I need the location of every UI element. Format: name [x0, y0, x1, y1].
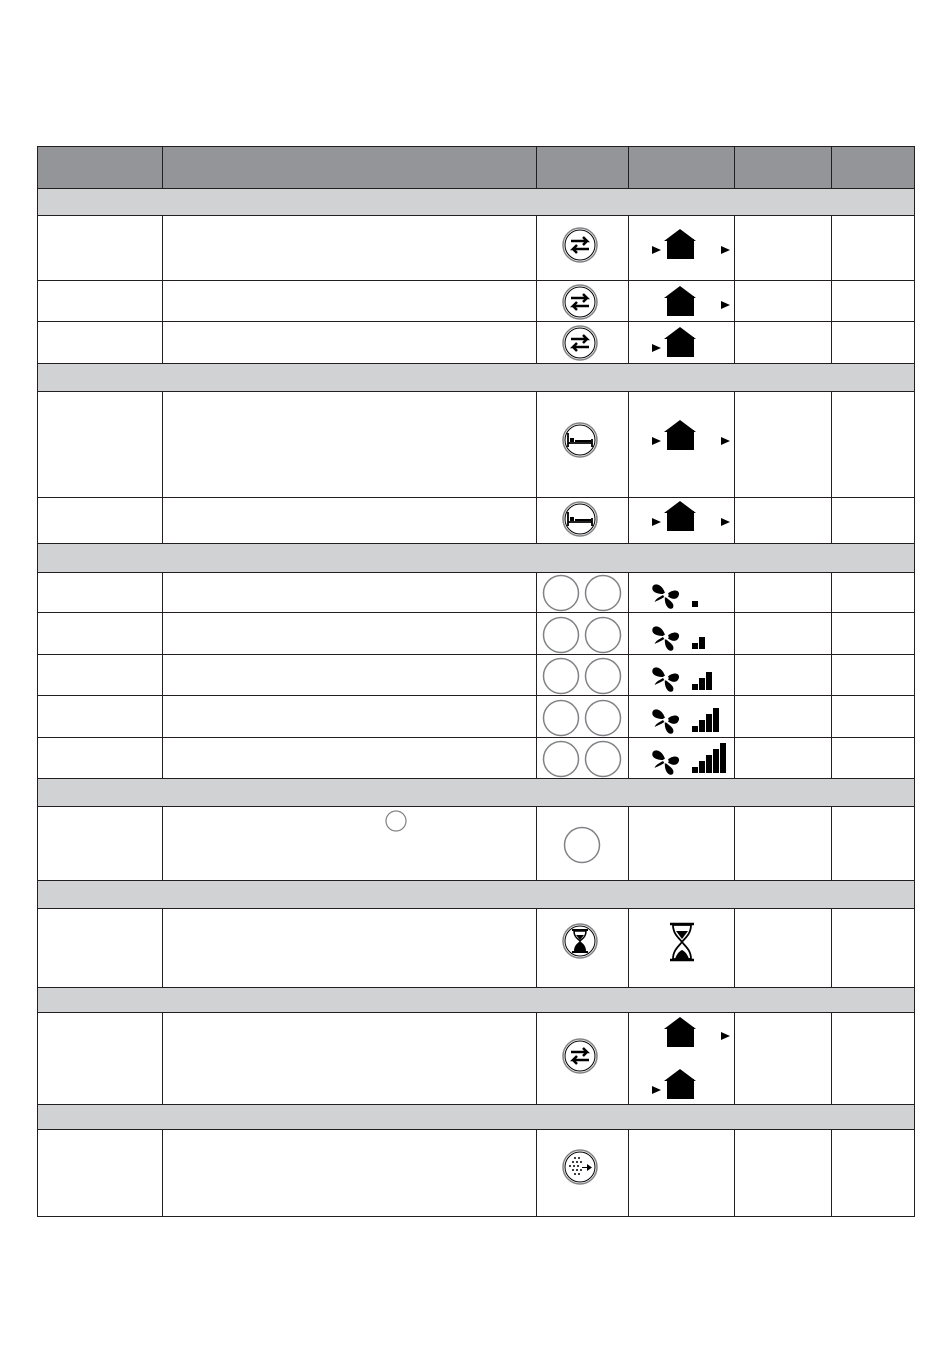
- grid-line-col5-seg1: [831, 215, 832, 363]
- grid-line-col3-seg7: [628, 1129, 629, 1216]
- section-band-timer: [37, 880, 914, 908]
- grid-line-h21: [37, 1129, 915, 1130]
- blank-button-icon: [563, 826, 601, 864]
- grid-line-col1-seg7: [162, 1129, 163, 1216]
- section-band-night-mode: [37, 363, 914, 391]
- arrow-house-arrow-icon: [632, 500, 730, 532]
- two-way-arrows-icon: [561, 226, 599, 264]
- house-arrow-out-icon: [664, 1016, 730, 1048]
- grid-line-col2-seg5: [536, 908, 537, 987]
- fan-speed-5-icon: [650, 743, 730, 775]
- grid-line-col3-seg6: [628, 1012, 629, 1104]
- grid-line-col3: [628, 146, 629, 188]
- grid-line-col2-seg7: [536, 1129, 537, 1216]
- grid-line-col5-seg2: [831, 391, 832, 543]
- grid-line-col5: [831, 146, 832, 188]
- grid-line-col4-seg1: [734, 215, 735, 363]
- grid-line-h4: [37, 321, 915, 322]
- hourglass-icon: [561, 922, 599, 960]
- arrow-house-arrow-icon: [632, 419, 730, 451]
- grid-line-col1-seg5: [162, 908, 163, 987]
- grid-line-col4-seg6: [734, 1012, 735, 1104]
- section-band-fan-speed: [37, 543, 914, 572]
- fan-speed-1-icon: [650, 577, 730, 609]
- grid-line-h20: [37, 1104, 915, 1105]
- grid-line-h12: [37, 695, 915, 696]
- section-band-power: [37, 778, 914, 806]
- fan-speed-3-icon: [650, 660, 730, 692]
- arrow-in-house-icon: [632, 326, 698, 358]
- grid-line-col2: [536, 146, 537, 188]
- grid-line-col1-seg3: [162, 572, 163, 778]
- grid-line-col1-seg2: [162, 391, 163, 543]
- grid-line-h5: [37, 363, 915, 364]
- grid-line-h18: [37, 987, 915, 988]
- grid-line-col3-seg5: [628, 908, 629, 987]
- grid-line-col3-seg4: [628, 806, 629, 880]
- blank-button-icon: [584, 699, 622, 737]
- grid-line-col4-seg5: [734, 908, 735, 987]
- grid-line-h8: [37, 543, 915, 544]
- blank-button-icon: [542, 699, 580, 737]
- blank-button-icon: [542, 616, 580, 654]
- grid-line-h1: [37, 188, 915, 189]
- fan-speed-4-icon: [650, 702, 730, 734]
- hourglass-icon: [668, 922, 696, 962]
- grid-line-h17: [37, 908, 915, 909]
- fan-speed-2-icon: [650, 619, 730, 651]
- grid-line-col4-seg2: [734, 391, 735, 543]
- two-way-arrows-icon: [561, 324, 599, 362]
- arrow-house-arrow-icon: [632, 228, 730, 260]
- grid-line-h13: [37, 737, 915, 738]
- blank-button-icon: [584, 740, 622, 778]
- grid-line-col1-seg6: [162, 1012, 163, 1104]
- grid-line-h14: [37, 778, 915, 779]
- arrow-in-house-icon: [632, 1068, 698, 1100]
- bed-icon: [561, 500, 599, 538]
- grid-line-h11: [37, 654, 915, 655]
- blank-button-icon: [584, 657, 622, 695]
- grid-line-col4-seg3: [734, 572, 735, 778]
- grid-line-col5-seg4: [831, 806, 832, 880]
- grid-line-h3: [37, 280, 915, 281]
- grid-line-col2-seg6: [536, 1012, 537, 1104]
- grid-line-col2-seg1: [536, 215, 537, 363]
- grid-line-h9: [37, 572, 915, 573]
- grid-line-col5-seg3: [831, 572, 832, 778]
- grid-line-col1: [162, 146, 163, 188]
- grid-line-col4-seg7: [734, 1129, 735, 1216]
- grid-line-h6: [37, 391, 915, 392]
- section-band-filter: [37, 1104, 914, 1129]
- grid-line-col1-seg4: [162, 806, 163, 880]
- grid-line-col5-seg6: [831, 1012, 832, 1104]
- grid-line-col2-seg3: [536, 572, 537, 778]
- grid-line-col1-seg1: [162, 215, 163, 363]
- grid-line-col4-seg4: [734, 806, 735, 880]
- grid-line-h7: [37, 497, 915, 498]
- grid-line-col2-seg4: [536, 806, 537, 880]
- blank-button-icon: [542, 574, 580, 612]
- grid-line-bottom: [37, 1216, 915, 1217]
- blank-button-icon: [385, 810, 407, 832]
- grid-line-col4: [734, 146, 735, 188]
- grid-line-left: [37, 146, 38, 1217]
- grid-line-col3-seg3: [628, 572, 629, 778]
- blank-button-icon: [584, 616, 622, 654]
- grid-line-col2-seg2: [536, 391, 537, 543]
- blank-button-icon: [542, 740, 580, 778]
- table-header-row: [37, 146, 914, 188]
- grid-line-h15: [37, 806, 915, 807]
- section-band-ventilation-modes: [37, 188, 914, 215]
- grid-line-h2: [37, 215, 915, 216]
- grid-line-h19: [37, 1012, 915, 1013]
- filter-icon: [561, 1148, 599, 1186]
- blank-button-icon: [584, 574, 622, 612]
- grid-line-right: [914, 146, 915, 1217]
- two-way-arrows-icon: [561, 1037, 599, 1075]
- grid-line-col3-seg1: [628, 215, 629, 363]
- section-band-alternating: [37, 987, 914, 1012]
- two-way-arrows-icon: [561, 283, 599, 321]
- grid-line-col3-seg2: [628, 391, 629, 543]
- grid-line-h10: [37, 612, 915, 613]
- house-arrow-out-icon: [664, 285, 730, 317]
- grid-line-col5-seg7: [831, 1129, 832, 1216]
- grid-line-h16: [37, 880, 915, 881]
- grid-line-col5-seg5: [831, 908, 832, 987]
- blank-button-icon: [542, 657, 580, 695]
- bed-icon: [561, 421, 599, 459]
- grid-line-top: [37, 146, 915, 147]
